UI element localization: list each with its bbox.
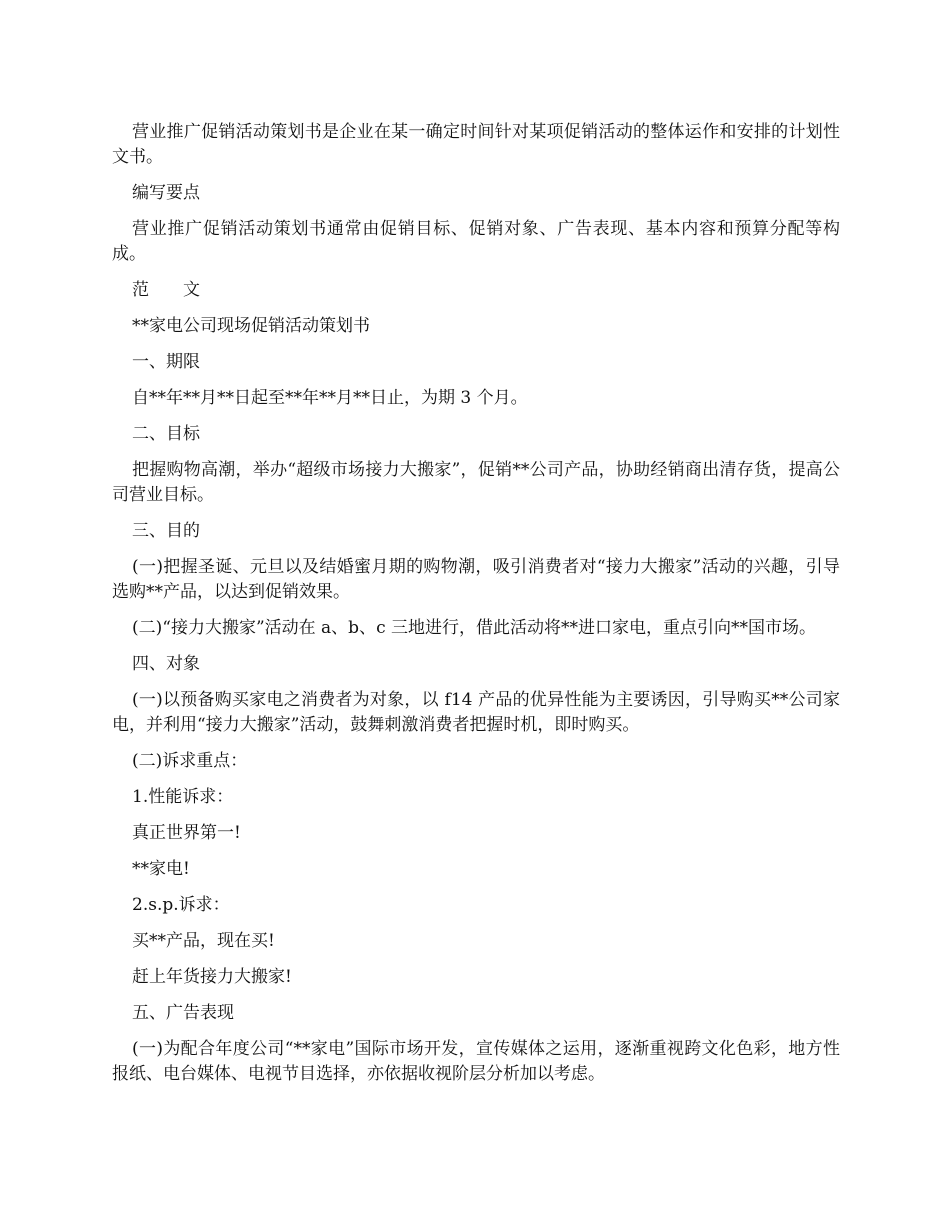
- writing-points-paragraph: 营业推广促销活动策划书通常由促销目标、促销对象、广告表现、基本内容和预算分配等构成。: [112, 219, 840, 264]
- appeal-line-2: **家电!: [132, 859, 190, 879]
- advertising-item-1: (一)为配合年度公司“**家电”国际市场开发，宣传媒体之运用，逐渐重视跨文化色彩，地方性报纸、电台媒体、电视节目选择，亦依据收视阶层分析加以考虑。: [112, 1039, 840, 1084]
- target-item-2: (二)诉求重点：: [132, 751, 248, 771]
- appeal-line-3: 买**产品，现在买!: [132, 931, 275, 951]
- appeal-sp-heading: 2.s.p.诉求：: [132, 895, 230, 915]
- heading-period: 一、期限: [132, 352, 200, 372]
- section-heading-sample: 范 文: [132, 280, 200, 300]
- sample-title: **家电公司现场促销活动策划书: [132, 316, 370, 336]
- heading-advertising: 五、广告表现: [132, 1003, 234, 1023]
- appeal-line-1: 真正世界第一!: [132, 823, 241, 843]
- heading-purpose: 三、目的: [132, 521, 200, 541]
- heading-target: 四、对象: [132, 654, 200, 674]
- goal-paragraph: 把握购物高潮，举办“超级市场接力大搬家”，促销**公司产品，协助经销商出清存货，提高公司营业目标。: [112, 460, 840, 505]
- period-paragraph: 自**年**月**日起至**年**月**日止，为期 3 个月。: [132, 388, 528, 408]
- appeal-performance-heading: 1.性能诉求：: [132, 787, 234, 807]
- purpose-item-2: (二)“接力大搬家”活动在 a、b、c 三地进行，借此活动将**进口家电，重点引向**国市场。: [132, 618, 816, 638]
- appeal-line-4: 赶上年货接力大搬家!: [132, 967, 292, 987]
- intro-paragraph: 营业推广促销活动策划书是企业在某一确定时间针对某项促销活动的整体运作和安排的计划性文书。: [112, 122, 840, 167]
- document-body: [112, 120, 840, 1098]
- heading-goal: 二、目标: [132, 424, 200, 444]
- purpose-item-1: (一)把握圣诞、元旦以及结婚蜜月期的购物潮，吸引消费者对“接力大搬家”活动的兴趣，引导选购**产品，以达到促销效果。: [112, 557, 840, 602]
- section-heading-writing-points: 编写要点: [132, 183, 200, 203]
- target-item-1: (一)以预备购买家电之消费者为对象，以 f14 产品的优异性能为主要诱因，引导购买**公司家电，并利用“接力大搬家”活动，鼓舞刺激消费者把握时机，即时购买。: [112, 690, 840, 735]
